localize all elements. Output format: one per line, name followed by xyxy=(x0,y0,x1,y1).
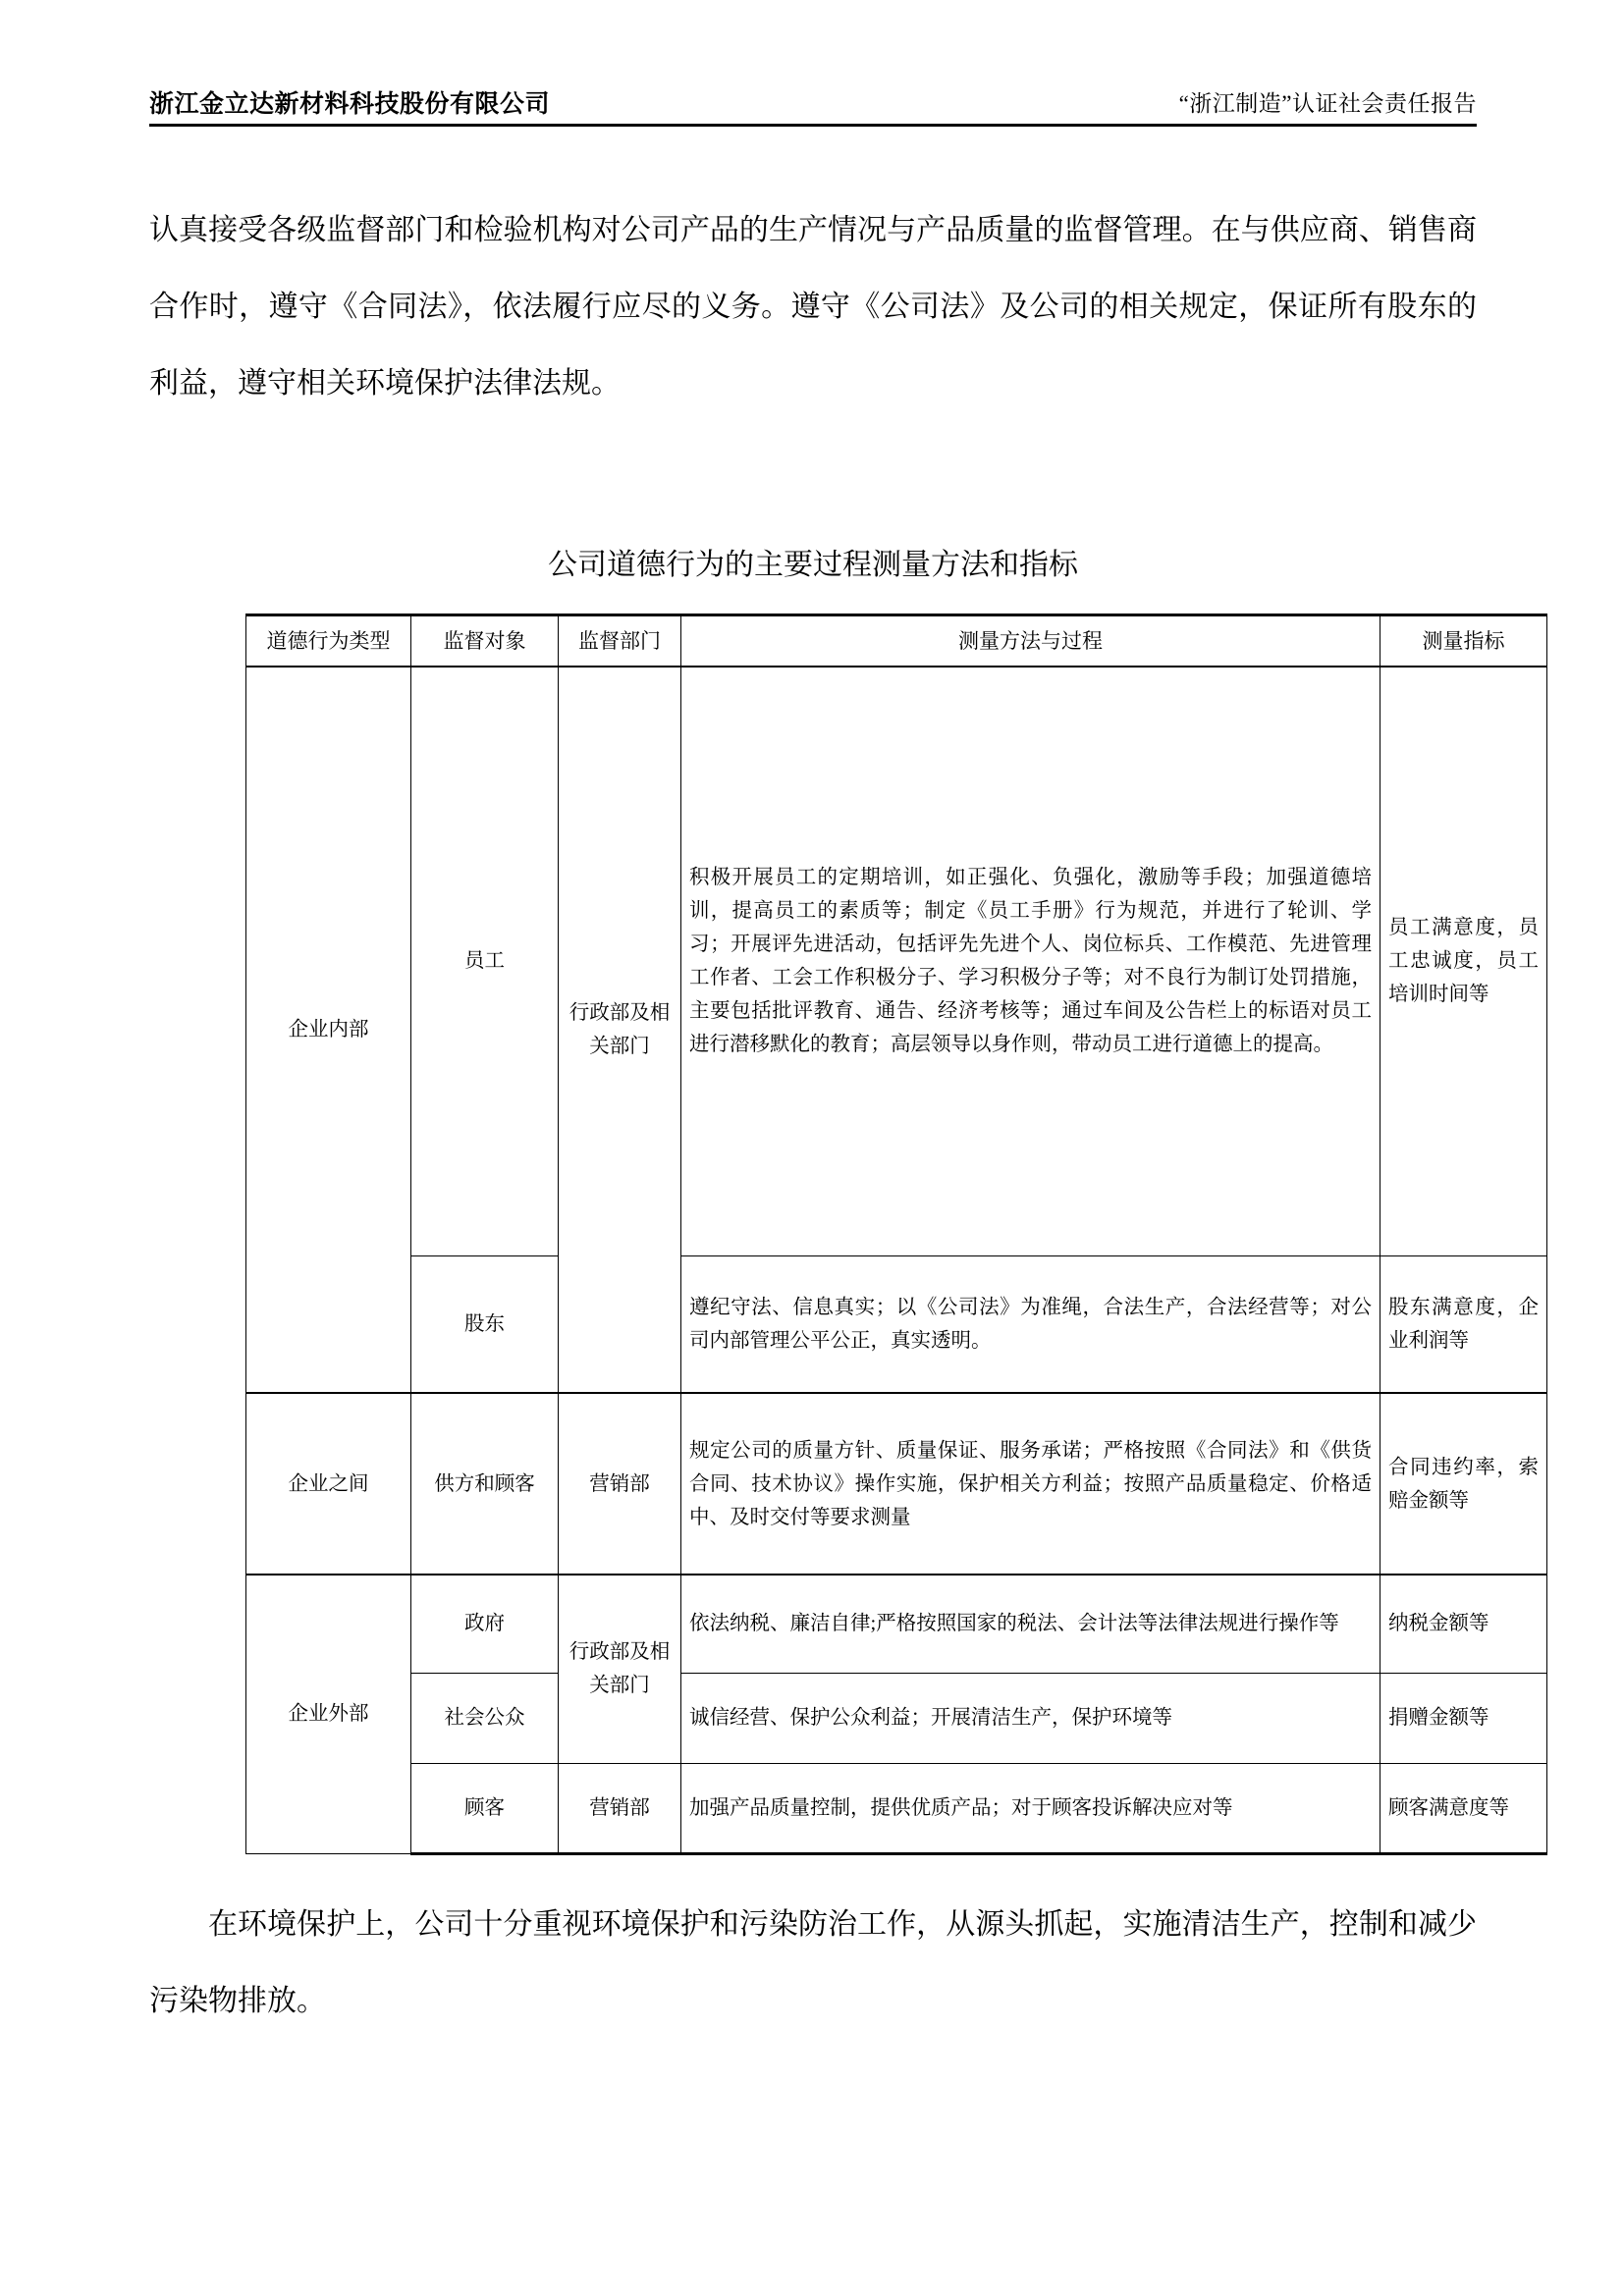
process-text: 依法纳税、廉洁自律;严格按照国家的税法、会计法等法律法规进行操作等 xyxy=(689,1613,1339,1635)
process-text: 规定公司的质量方针、质量保证、服务承诺；严格按照《合同法》和《供货合同、技术协议》操作实施，保护相关方利益；按照产品质量稳定、价格适中、及时交付等要求测量 xyxy=(689,1439,1372,1528)
ethics-measurement-table xyxy=(245,614,1547,1855)
ethics-table-wrapper xyxy=(245,614,1546,1855)
indicator-text: 捐赠金额等 xyxy=(1388,1707,1489,1729)
cell-process-public xyxy=(681,1673,1380,1763)
indicator-text: 股东满意度，企业利润等 xyxy=(1388,1296,1539,1352)
cell-category-internal: 企业内部 xyxy=(246,667,411,1393)
cell-indicator-employee xyxy=(1380,667,1547,1255)
process-text: 诚信经营、保护公众利益；开展清洁生产，保护环境等 xyxy=(689,1707,1172,1729)
cell-category-between: 企业之间 xyxy=(246,1393,411,1575)
table-row xyxy=(246,1673,1547,1763)
indicator-text: 顾客满意度等 xyxy=(1388,1796,1509,1819)
cell-indicator-supplier-customer xyxy=(1380,1393,1547,1575)
column-header-department: 监督部门 xyxy=(559,615,681,667)
process-text: 加强产品质量控制，提供优质产品；对于顾客投诉解决应对等 xyxy=(689,1796,1233,1819)
page-header xyxy=(149,84,1477,127)
cell-object-shareholder: 股东 xyxy=(411,1255,559,1393)
cell-process-employee xyxy=(681,667,1380,1255)
cell-indicator-shareholder xyxy=(1380,1255,1547,1393)
column-header-indicator: 测量指标 xyxy=(1380,615,1547,667)
cell-process-customer xyxy=(681,1763,1380,1853)
cell-object-customer: 顾客 xyxy=(411,1763,559,1853)
table-row xyxy=(246,1393,1547,1575)
cell-indicator-government xyxy=(1380,1575,1547,1673)
cell-department-marketing: 营销部 xyxy=(559,1393,681,1575)
cell-object-government: 政府 xyxy=(411,1575,559,1673)
table-caption: 公司道德行为的主要过程测量方法和指标 xyxy=(548,549,1078,581)
column-header-process: 测量方法与过程 xyxy=(681,615,1380,667)
cell-process-shareholder xyxy=(681,1255,1380,1393)
table-row xyxy=(246,1575,1547,1673)
table-row xyxy=(246,667,1547,1255)
cell-category-external: 企业外部 xyxy=(246,1575,411,1853)
cell-indicator-public xyxy=(1380,1673,1547,1763)
column-header-object: 监督对象 xyxy=(411,615,559,667)
header-company-name: 浙江金立达新材料科技股份有限公司 xyxy=(149,90,551,118)
process-text: 遵纪守法、信息真实；以《公司法》为准绳，合法生产，合法经营等；对公司内部管理公平公正，真实透明。 xyxy=(689,1296,1372,1352)
intro-paragraph: 认真接受各级监督部门和检验机构对公司产品的生产情况与产品质量的监督管理。在与供应商、销售商合作时，遵守《合同法》，依法履行应尽的义务。遵守《公司法》及公司的相关规定，保证所有股东的利益，遵守相关环境保护法律法规。 xyxy=(149,214,1477,400)
cell-process-supplier-customer xyxy=(681,1393,1380,1575)
process-text: 积极开展员工的定期培训，如正强化、负强化，激励等手段；加强道德培训，提高员工的素质等；制定《员工手册》行为规范，并进行了轮训、学习；开展评先进活动，包括评先先进个人、岗位标兵、工作模范、先进管理工作者、工会工作积极分子、学习积极分子等；对不良行为制订处罚措施，主要包括批评教育、通告、经济考核等；通过车间及公告栏上的标语对员工进行潜移默化的教育；高层领导以身作则，带动员工进行道德上的提高。 xyxy=(689,867,1372,1056)
indicator-text: 合同违约率，索赔金额等 xyxy=(1388,1456,1539,1512)
table-row xyxy=(246,1763,1547,1853)
cell-department-admin-external: 行政部及相关部门 xyxy=(559,1575,681,1763)
cell-indicator-customer xyxy=(1380,1763,1547,1853)
column-header-category: 道德行为类型 xyxy=(246,615,411,667)
cell-object-employee: 员工 xyxy=(411,667,559,1255)
cell-department-marketing-external: 营销部 xyxy=(559,1763,681,1853)
cell-object-supplier-customer: 供方和顾客 xyxy=(411,1393,559,1575)
closing-paragraph: 在环境保护上，公司十分重视环境保护和污染防治工作，从源头抓起，实施清洁生产，控制和减少污染物排放。 xyxy=(149,1908,1477,2017)
table-row xyxy=(246,1255,1547,1393)
cell-process-government xyxy=(681,1575,1380,1673)
cell-object-public: 社会公众 xyxy=(411,1673,559,1763)
table-header-row xyxy=(246,615,1547,667)
header-document-title: “浙江制造”认证社会责任报告 xyxy=(1178,91,1477,116)
indicator-text: 员工满意度，员工忠诚度，员工培训时间等 xyxy=(1388,917,1539,1006)
indicator-text: 纳税金额等 xyxy=(1388,1613,1489,1635)
cell-department-admin: 行政部及相关部门 xyxy=(559,667,681,1393)
